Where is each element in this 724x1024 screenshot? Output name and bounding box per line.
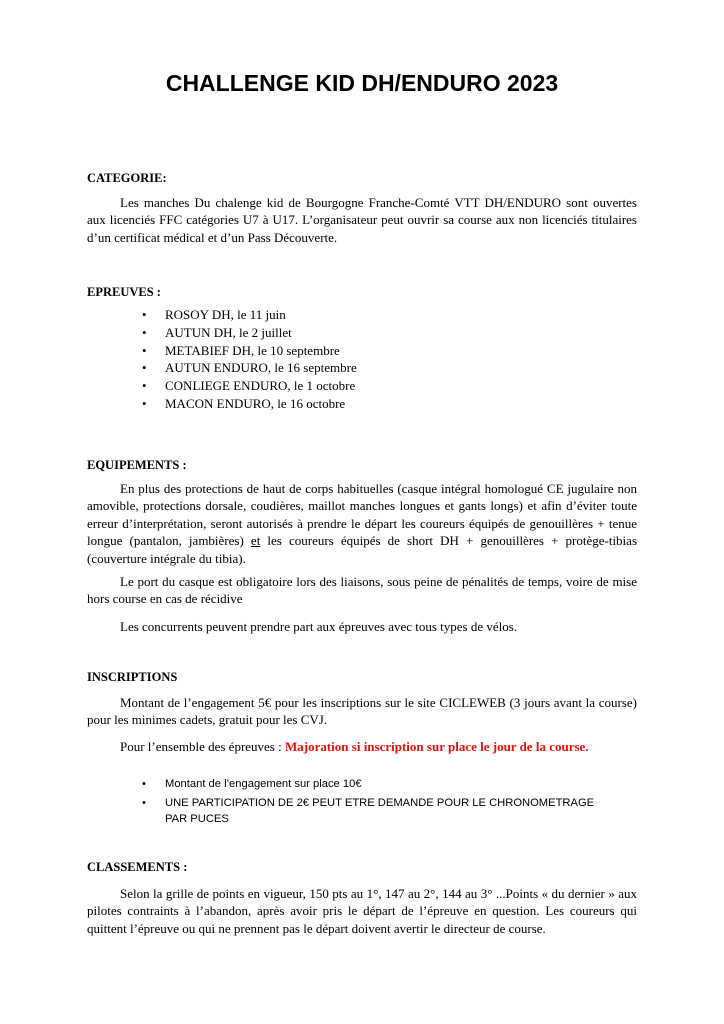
inscriptions-paragraph-1: Montant de l’engagement 5€ pour les inscriptions sur le site CICLEWEB (3 jours avant la course) pour les minimes cadets, gratuit pour les CVJ. <box>87 695 637 728</box>
list-item: • ROSOY DH, le 11 juin <box>142 307 286 322</box>
inscriptions-heading: INSCRIPTIONS <box>87 670 178 684</box>
bullet-icon: • <box>142 378 147 394</box>
epreuves-list <box>142 306 357 413</box>
classements-paragraph: Selon la grille de points en vigueur, 150 pts au 1°, 147 au 2°, 144 au 3° ...Points « du dernier » aux pilotes contraints à l’abandon, après avoir pris le départ de l’épreuve en question. Les coureurs qui quittent l’épreuve ou qui ne prennent pas le départ doivent avertir le directeur de course. <box>87 886 637 936</box>
list-item: • AUTUN ENDURO, le 16 septembre <box>142 360 357 376</box>
bullet-icon: • <box>142 307 147 322</box>
underlined-et: et <box>250 533 261 549</box>
list-item: • AUTUN DH, le 2 juillet <box>142 324 292 340</box>
inscriptions-paragraph-2: Pour l’ensemble des épreuves : Majoration si inscription sur place le jour de la course. <box>120 739 589 754</box>
list-item: • UNE PARTICIPATION DE 2€ PEUT ETRE DEMANDE POUR LE CHRONOMETRAGE PAR PUCES <box>142 796 595 825</box>
list-item: • MACON ENDURO, le 16 octobre <box>142 395 346 411</box>
list-item: • METABIEF DH, le 10 septembre <box>142 342 340 358</box>
categorie-paragraph: Les manches Du chalenge kid de Bourgogne Franche-Comté VTT DH/ENDURO sont ouvertes aux licenciés FFC catégories U7 à U17. L’organisateur peut ouvrir sa course aux non licenciés titulaires d’un certificat médical et d’un Pass Découverte. <box>87 195 637 245</box>
equipements-heading: EQUIPEMENTS : <box>87 458 187 472</box>
list-item: • CONLIEGE ENDURO, le 1 octobre <box>142 378 356 394</box>
majoration-warning: Majoration si inscription sur place le jour de la course. <box>284 739 589 754</box>
inscriptions-list <box>142 777 612 827</box>
bullet-icon: • <box>142 342 147 358</box>
categorie-heading: CATEGORIE: <box>87 171 167 185</box>
bullet-icon: • <box>142 360 147 376</box>
bullet-icon: • <box>142 395 147 411</box>
bullet-icon: • <box>142 324 147 340</box>
epreuves-heading: EPREUVES : <box>87 285 161 299</box>
equipements-paragraph-1: En plus des protections de haut de corps habituelles (casque intégral homologué CE jugulaire non amovible, protections dorsale, coudières, maillot manches longues et gants longs) et afin d’éviter toute erreur d’interprétation, seront autorisés à prendre le départ les coureurs équipés de genouillères + tenue longue (pantalon, jambières) et les coureurs équipés de short DH + genouillères + protège-tibias (couverture intégrale du tibia). <box>87 481 638 566</box>
page-title: CHALLENGE KID DH/ENDURO 2023 <box>165 70 559 96</box>
equipements-paragraph-2: Le port du casque est obligatoire lors des liaisons, sous peine de pénalités de temps, voire de mise hors course en cas de récidive <box>87 574 637 607</box>
classements-heading: CLASSEMENTS : <box>87 860 188 874</box>
list-item: • Montant de l’engagement sur place 10€ <box>142 777 612 793</box>
bullet-icon: • <box>142 778 146 790</box>
equipements-paragraph-3: Les concurrents peuvent prendre part aux épreuves avec tous types de vélos. <box>120 619 518 634</box>
bullet-icon: • <box>142 796 146 809</box>
